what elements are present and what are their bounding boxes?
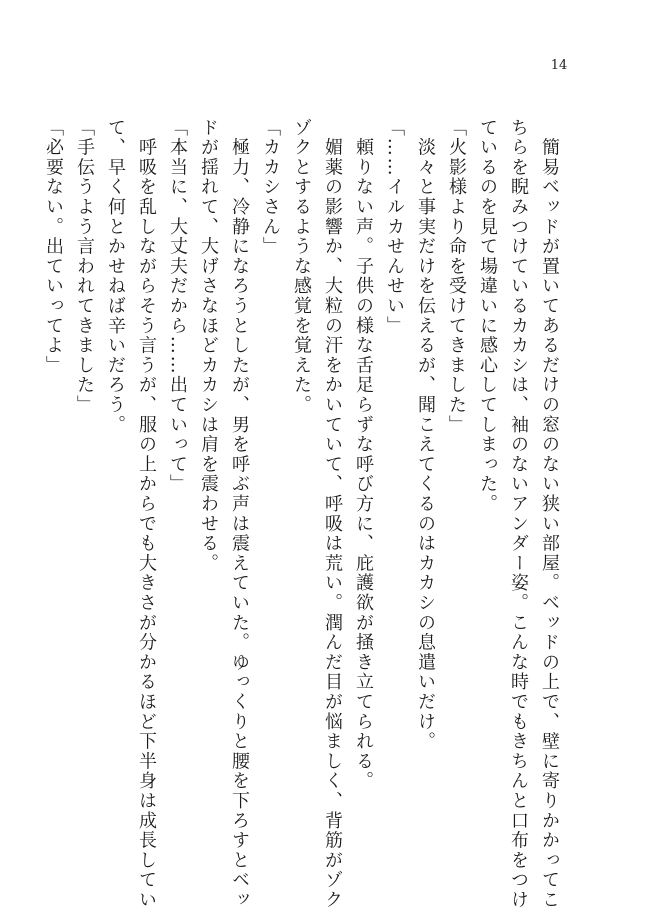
page-number: 14 [550,58,568,73]
text-line: 呼吸を乱しながらそう言うが、服の上からでも大きさが分かるほど下半身は成長してい [136,118,157,910]
text-line: ゾクとするような感覚を覚えた。 [291,118,312,415]
body-text [43,118,565,910]
text-line: 淡々と事実だけを伝えるが、聞こえてくるのはカカシの息遣いだけ。 [415,118,436,752]
text-line: 媚薬の影響か、大粒の汗をかいていて、呼吸は荒い。潤んだ目が悩ましく、背筋がゾク [322,118,343,910]
text-line: 「必要ない。出ていってよ」 [43,118,64,376]
text-line: 「火影様より命を受けてきました」 [446,118,467,435]
text-line: 極力、冷静になろうとしたが、男を呼ぶ声は震えていた。ゆっくりと腰を下ろすとベッ [229,118,250,910]
text-line: 「本当に、大丈夫だから……出ていって」 [167,118,188,495]
text-line: 簡易ベッドが置いてあるだけの窓のない狭い部屋。ベッドの上で、壁に寄りかかってこ [539,118,560,910]
text-line: 頼りない声。子供の様な舌足らずな呼び方に、庇護欲が掻き立てられる。 [353,118,374,792]
text-line: 「手伝うよう言われてきました」 [74,118,95,415]
text-line: ドが揺れて、大げさなほどカカシは肩を震わせる。 [198,118,219,574]
text-line: ているのを見て場違いに感心してしまった。 [477,118,498,514]
text-line: 「カカシさん」 [260,118,281,257]
text-line: 「……イルカせんせい」 [384,118,405,336]
text-line: ちらを睨みつけているカカシは、袖のないアンダー姿。こんな時でもきちんと口布をつけ [508,118,529,910]
text-line: て、早く何とかせねば辛いだろう。 [105,118,126,435]
